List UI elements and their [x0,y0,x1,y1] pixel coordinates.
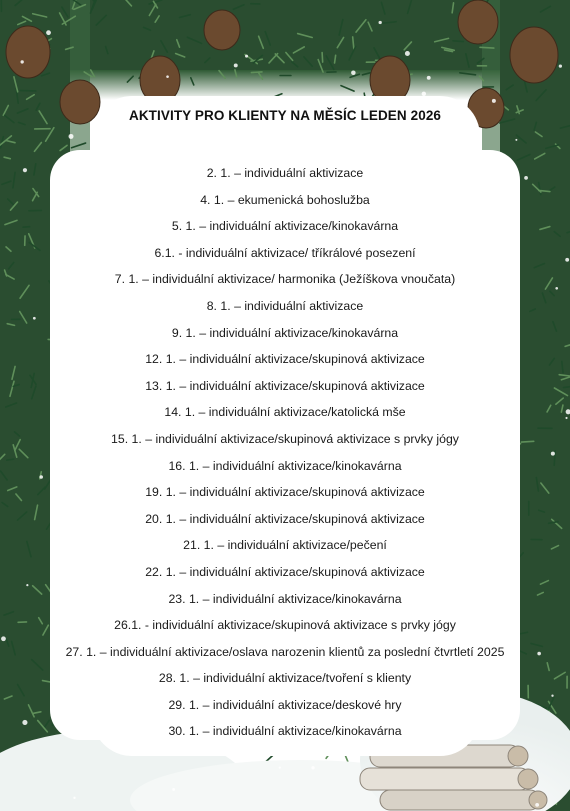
list-item: 4. 1. – ekumenická bohoslužba [200,192,370,207]
list-item: 23. 1. – individuální aktivizace/kinokavárna [168,591,402,606]
page-title: AKTIVITY PRO KLIENTY NA MĚSÍC LEDEN 2026 [128,108,442,123]
list-item: 20. 1. – individuální aktivizace/skupinová aktivizace [145,511,425,526]
list-item: 5. 1. – individuální aktivizace/kinokavárna [171,219,399,234]
activity-list [0,164,570,749]
list-item: 12. 1. – individuální aktivizace/skupinová aktivizace [145,352,425,367]
list-item: 2. 1. – individuální aktivizace [206,166,364,180]
list-item: 19. 1. – individuální aktivizace/skupinová aktivizace [145,485,425,500]
list-item: 30. 1. – individuální aktivizace/kinokavárna [168,724,402,739]
list-item: 28. 1. – individuální aktivizace/tvoření s klienty [158,671,412,686]
list-item: 26.1. - individuální aktivizace/skupinová aktivizace s prvky jógy [114,618,456,633]
list-item: 15. 1. – individuální aktivizace/skupinová aktivizace s prvky jógy [111,431,459,446]
list-item: 8. 1. – individuální aktivizace [206,298,364,313]
list-item: 7. 1. – individuální aktivizace/ harmonika (Ježíškova vnoučata) [114,272,456,287]
list-item: 14. 1. – individuální aktivizace/katolická mše [164,405,406,420]
list-item: 6.1. - individuální aktivizace/ tříkrálové posezení [154,245,416,260]
list-item: 29. 1. – individuální aktivizace/deskové hry [168,697,402,712]
list-item: 21. 1. – individuální aktivizace/pečení [183,538,387,553]
list-item: 9. 1. – individuální aktivizace/kinokavárna [171,325,399,340]
list-item: 13. 1. – individuální aktivizace/skupinová aktivizace [145,378,425,393]
list-item: 22. 1. – individuální aktivizace/skupinová aktivizace [145,564,425,579]
list-item: 27. 1. – individuální aktivizace/oslava narozenin klientů za poslední čtvrtletí 2025 [65,644,505,659]
list-item: 16. 1. – individuální aktivizace/kinokavárna [168,458,402,473]
